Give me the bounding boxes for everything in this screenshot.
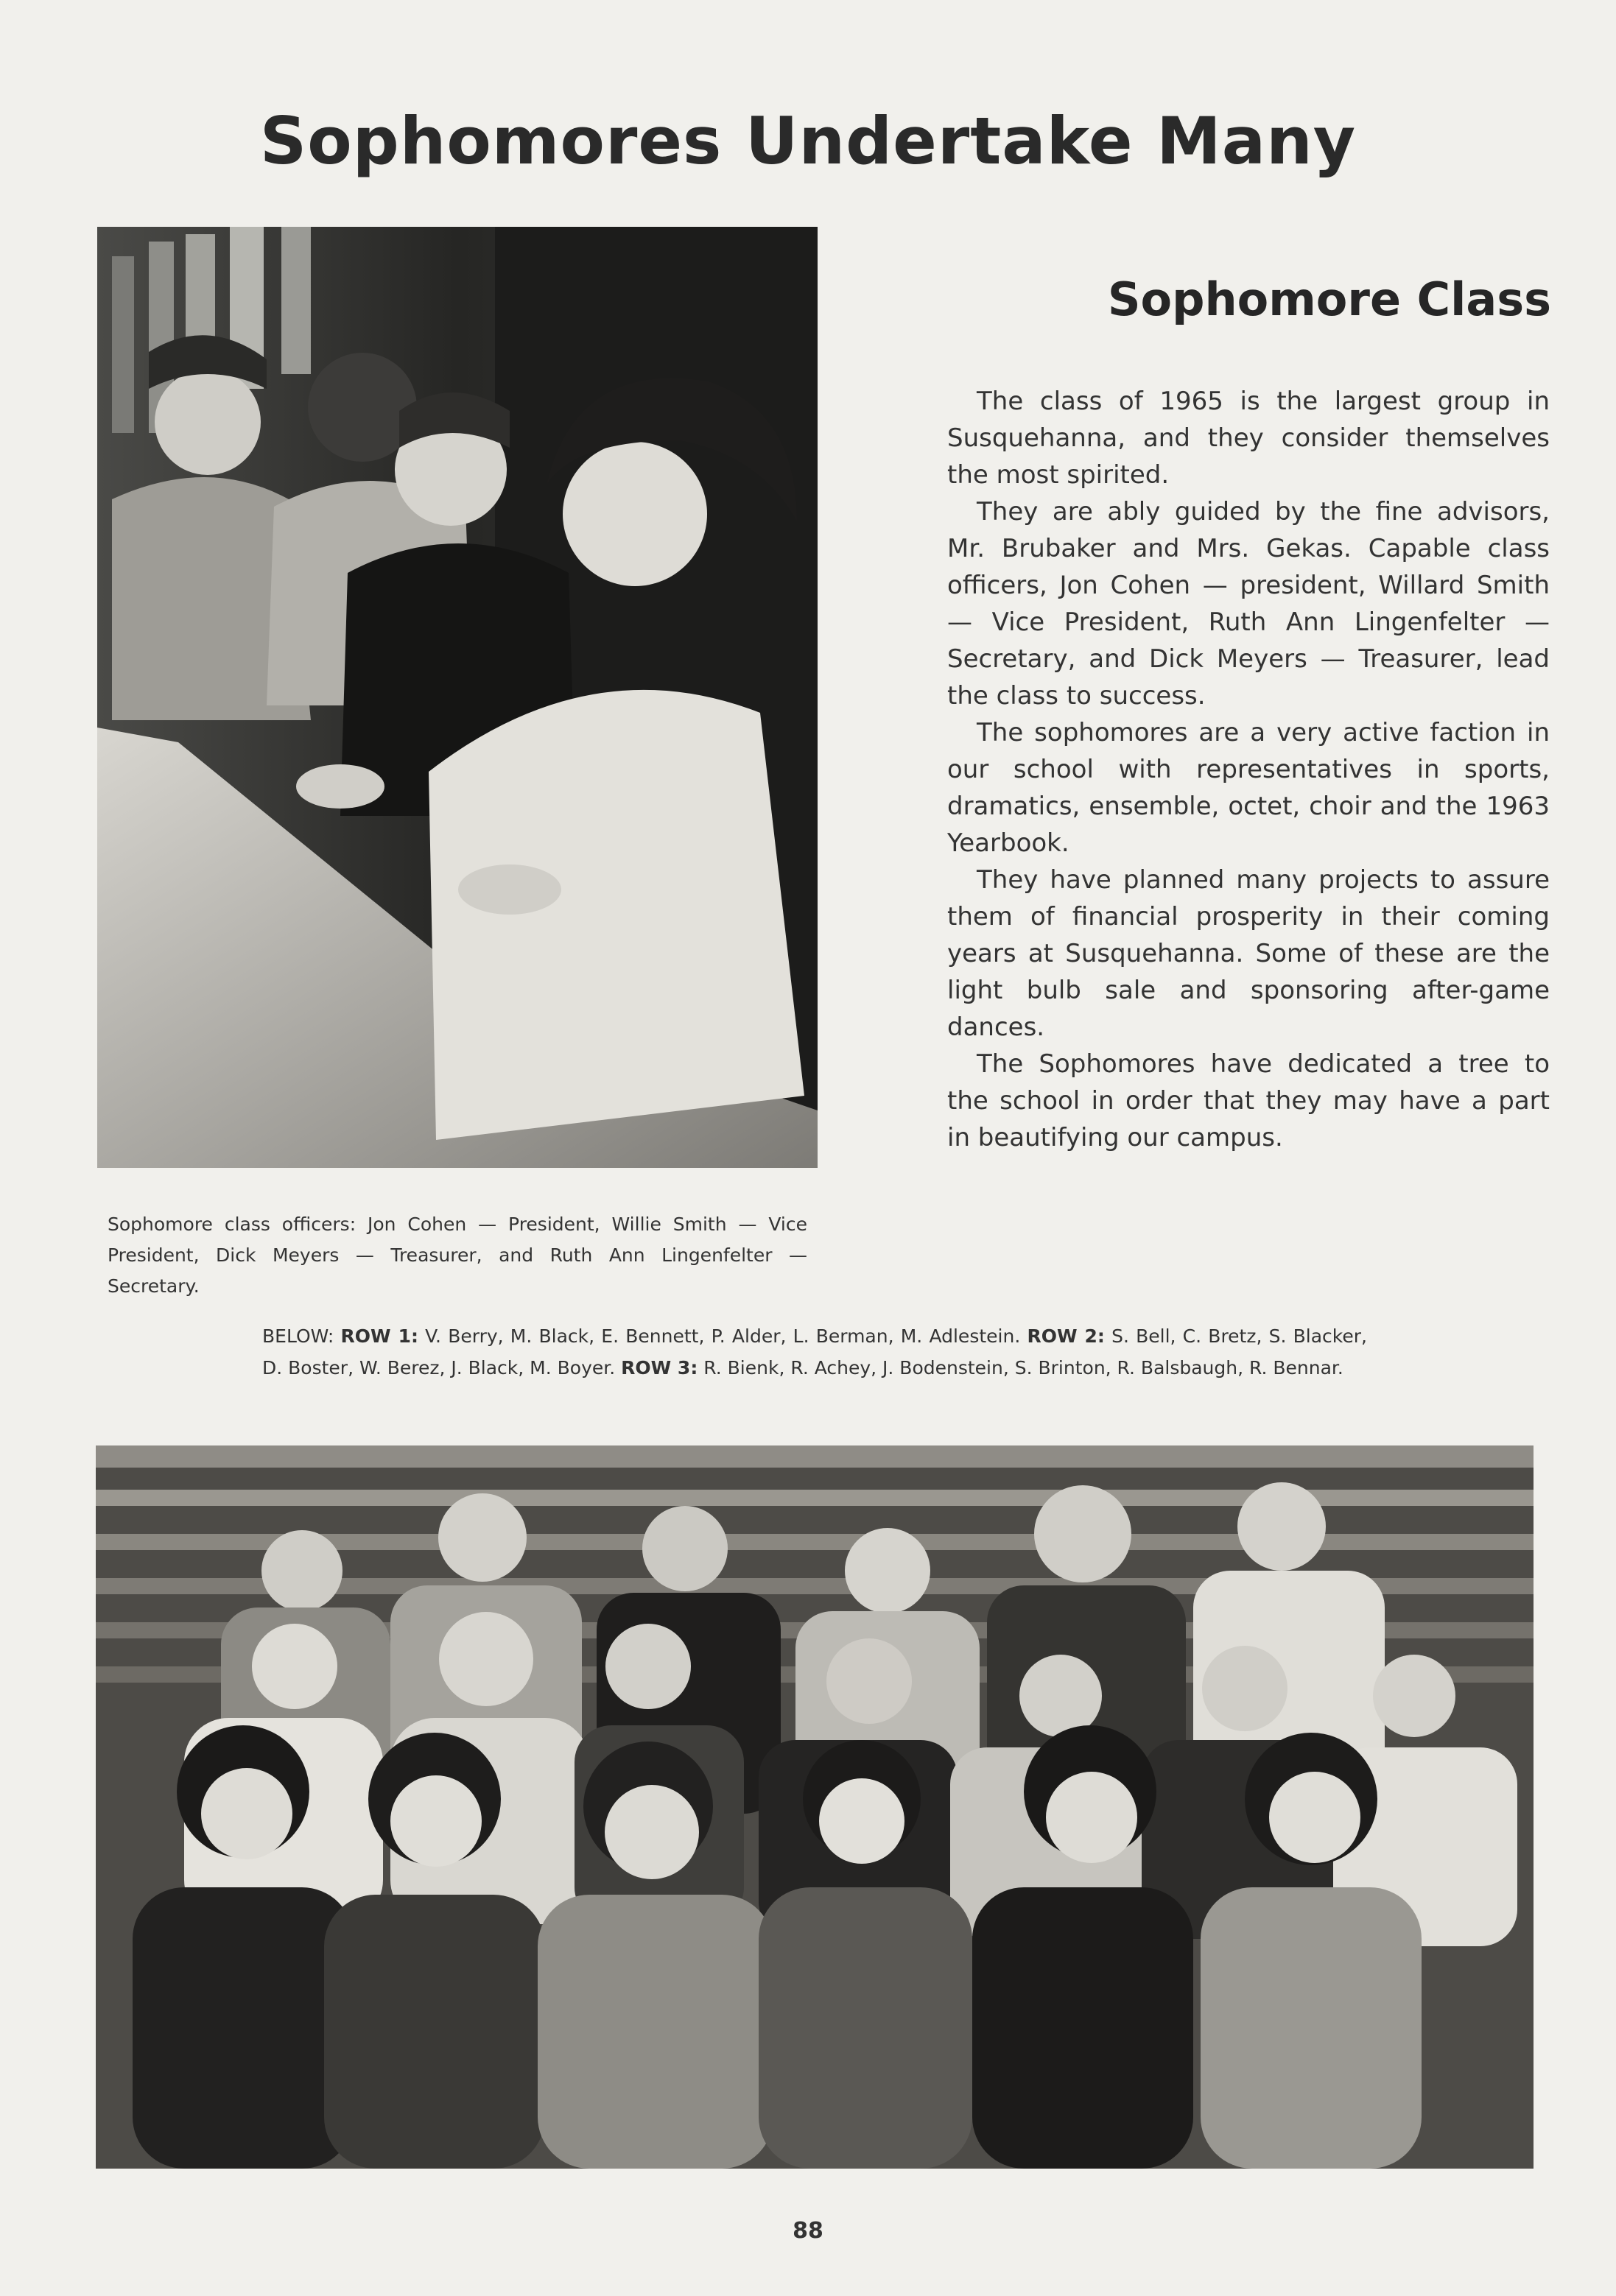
roster-row-label: ROW 2: <box>1027 1325 1105 1347</box>
roster-prefix: BELOW: <box>262 1325 341 1347</box>
roster-row-label: ROW 1: <box>340 1325 418 1347</box>
page-title: Sophomores Undertake Many <box>259 103 1357 179</box>
officers-caption: Sophomore class officers: Jon Cohen — President, Willie Smith — Vice President, Dick Meyers — Treasurer, and Ruth Ann Lingenfelter — Secretary. <box>108 1214 807 1297</box>
roster-row-label: ROW 3: <box>621 1357 698 1378</box>
roster-row-names: S. Bell, C. Bretz, S. Blacker, D. Boster, W. Berez, J. Black, M. Boyer. <box>262 1325 1367 1378</box>
article-paragraph: The Sophomores have dedicated a tree to the school in order that they may have a part in beautifying our campus. <box>947 1049 1550 1152</box>
section-heading: Sophomore Class <box>1107 272 1551 326</box>
article-paragraph: They are ably guided by the fine advisors, Mr. Brubaker and Mrs. Gekas. Capable class officers, Jon Cohen — president, Willard Smith — Vice President, Ruth Ann Lingenfelter — Secretary, and Dick Meyers — Treasurer, lead the class to success. <box>947 497 1550 711</box>
page-number: 88 <box>793 2218 823 2244</box>
roster-caption <box>262 1320 1367 1384</box>
group-photo <box>96 1445 1534 2169</box>
article-paragraph: The class of 1965 is the largest group in Susquehanna, and they consider themselves the most spirited. <box>947 387 1550 490</box>
article-paragraph: They have planned many projects to assure them of financial prosperity in their coming years at Susquehanna. Some of these are the light bulb sale and sponsoring after-game dances. <box>947 865 1550 1042</box>
roster-row-names: V. Berry, M. Black, E. Bennett, P. Alder, L. Berman, M. Adlestein. <box>418 1325 1027 1347</box>
article-paragraph: The sophomores are a very active faction in our school with representatives in sports, dramatics, ensemble, octet, choir and the 1963 Yearbook. <box>947 718 1550 858</box>
officers-photo <box>97 227 818 1168</box>
roster-row-names: R. Bienk, R. Achey, J. Bodenstein, S. Brinton, R. Balsbaugh, R. Bennar. <box>698 1357 1343 1378</box>
article-body <box>947 383 1550 1156</box>
